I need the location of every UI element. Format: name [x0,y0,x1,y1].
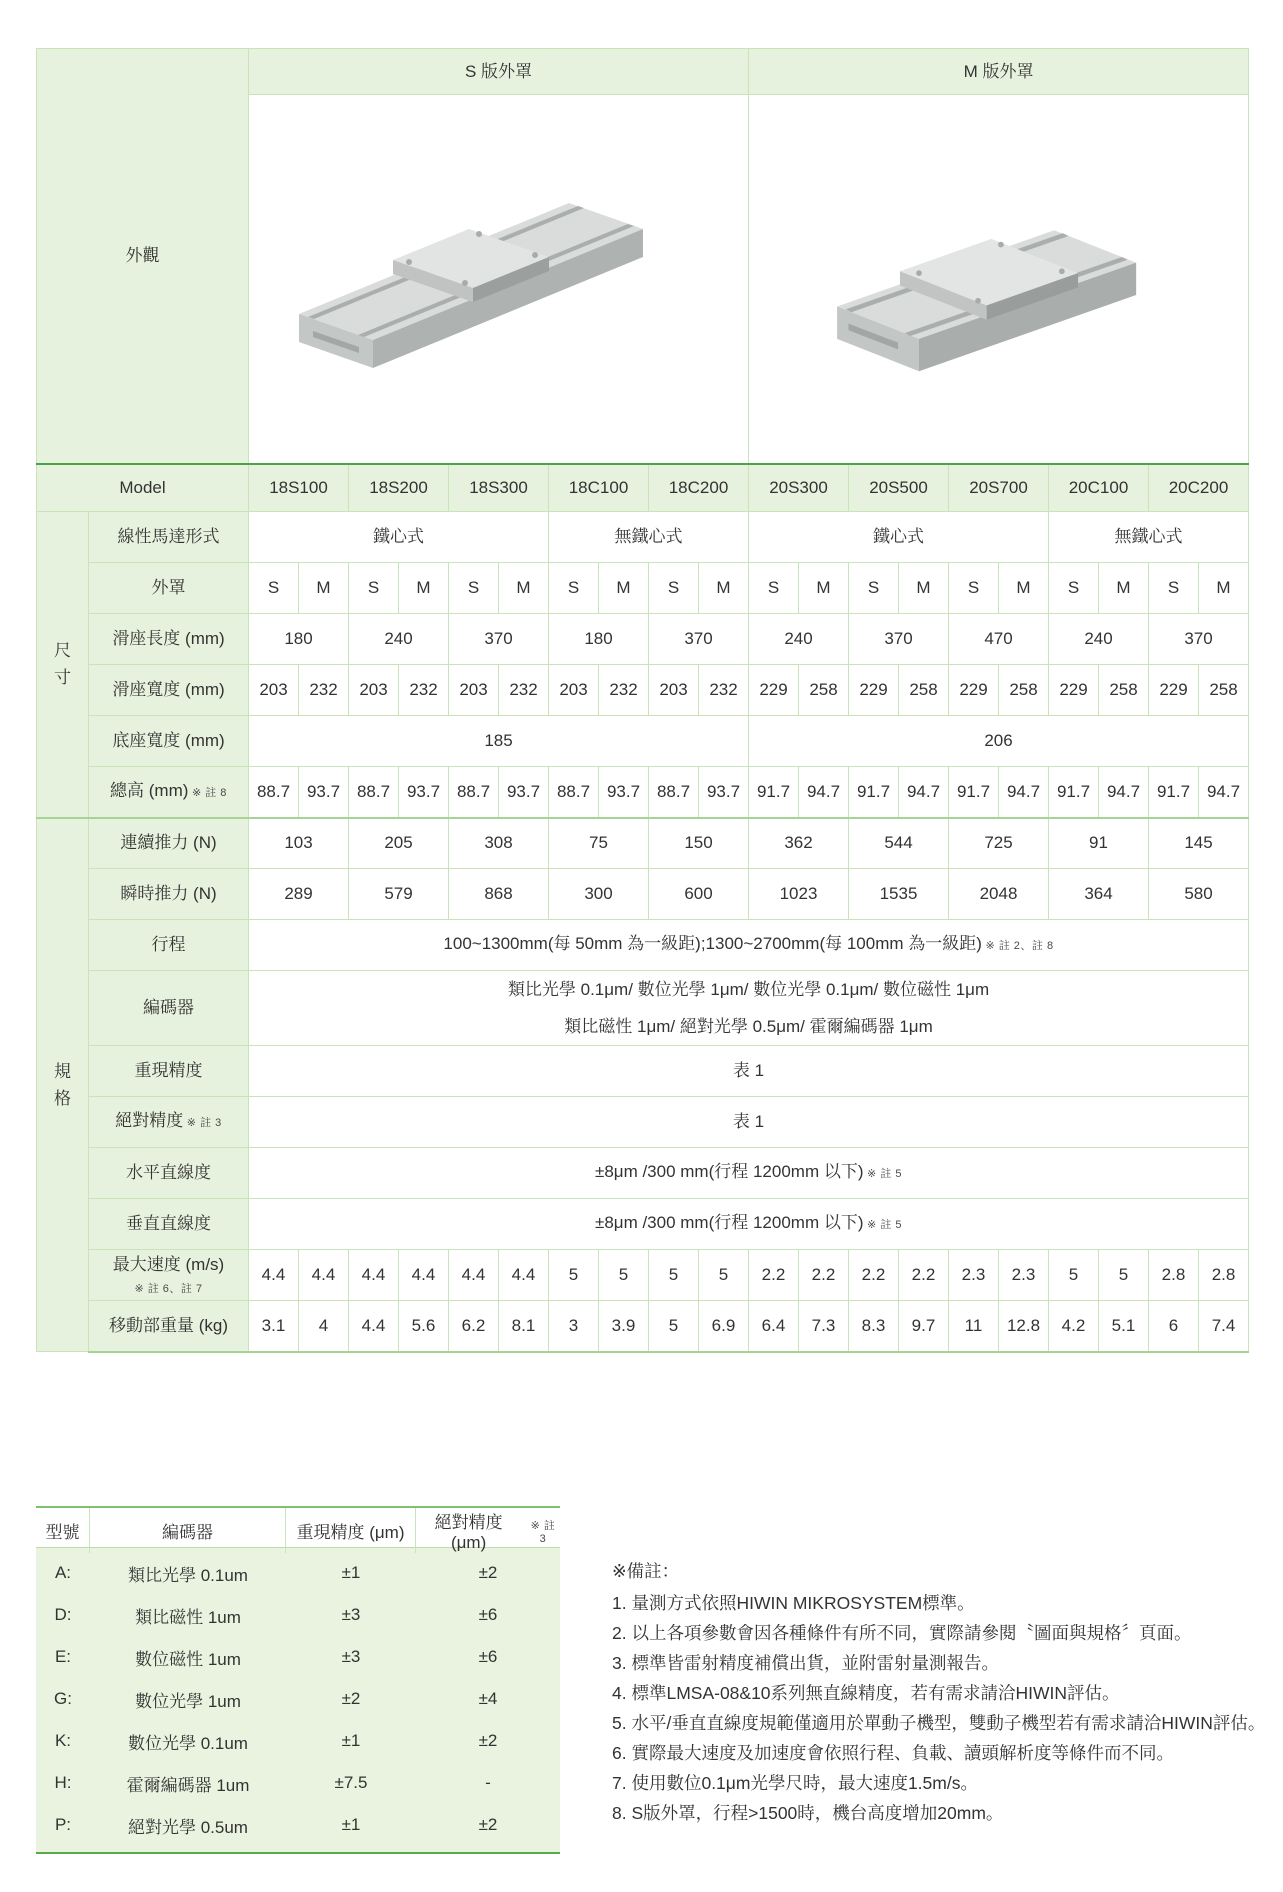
spec-value-cell: 150 [649,818,749,869]
spec-row-label: 垂直直線度 [89,1199,249,1250]
note-item: 3. 標準皆雷射精度補償出貨，並附雷射量測報告。 [612,1653,999,1673]
spec-value-cell: 鐵心式 [749,512,1049,563]
encoder-row [36,1552,560,1594]
spec-row-label: 線性馬達形式 [89,512,249,563]
spec-value-cell: 232 [399,665,449,716]
note-item: 6. 實際最大速度及加速度會依照行程、負載、讀頭解析度等條件而不同。 [612,1743,1174,1763]
spec-value-cell: 103 [249,818,349,869]
spec-row [37,563,1249,614]
product-image-s-cell [249,95,749,464]
encoder-header-note: ※ 註 3 [530,1519,556,1545]
spec-value-cell: 205 [349,818,449,869]
encoder-cell-abs: ±4 [478,1689,498,1708]
spec-value-cell: 232 [599,665,649,716]
model-cell: 20S300 [749,464,849,512]
spec-value-cell: 8.3 [849,1301,899,1352]
spec-value-cell: 6.4 [749,1301,799,1352]
encoder-cell-rep: ±3 [341,1605,361,1624]
spec-value-cell: 9.7 [899,1301,949,1352]
model-cell: 18S300 [449,464,549,512]
encoder-cell-rep: ±3 [341,1647,361,1666]
spec-row [37,1046,1249,1097]
spec-table [36,48,1249,1353]
encoder-cell-abs: ±6 [478,1605,498,1624]
encoder-cell-enc: 類比磁性 1um [135,1607,241,1627]
footnote-ref: ※ 註 8 [188,786,227,799]
spec-value-cell: 258 [1199,665,1249,716]
spec-value-cell: 5.1 [1099,1301,1149,1352]
encoder-cell-abs: ±6 [478,1647,498,1666]
spec-value-cell: 180 [249,614,349,665]
spec-row-label: 絕對精度 ※ 註 3 [89,1097,249,1148]
spec-row [37,512,1249,563]
encoder-row [36,1594,560,1636]
spec-value-cell: 91.7 [749,767,799,818]
spec-value-cell: M [299,563,349,614]
model-cell: 18C100 [549,464,649,512]
encoder-header-encoder: 編碼器 [90,1508,286,1553]
spec-value-cell: 258 [799,665,849,716]
model-row [37,464,1249,512]
spec-value-cell: 2.2 [849,1250,899,1301]
footnote-ref: ※ 註 5 [863,1219,903,1231]
encoder-option-line: 類比磁性 1μm/ 絕對光學 0.5μm/ 霍爾編碼器 1μm [564,1017,933,1036]
cover-header-row [37,49,1249,95]
spec-value-cell: S [749,563,799,614]
spec-value-cell: 2.2 [749,1250,799,1301]
spec-value-cell: 289 [249,869,349,920]
section-label-dim: 尺寸 [37,512,89,818]
note-item: 2. 以上各項參數會因各種條件有所不同，實際請參閱〝圖面與規格〞頁面。 [612,1623,1192,1643]
model-cell: 20S500 [849,464,949,512]
spec-value-cell: 2.3 [999,1250,1049,1301]
spec-value-cell: 1535 [849,869,949,920]
spec-row [37,665,1249,716]
spec-row-label: 最大速度 (m/s) ※ 註 6、註 7 [89,1250,249,1301]
spec-value-cell: 無鐵心式 [1049,512,1249,563]
footnote-ref: ※ 註 6、註 7 [134,1283,203,1295]
spec-value-cell: 3 [549,1301,599,1352]
spec-value-cell: 93.7 [499,767,549,818]
spec-value-cell: 6.2 [449,1301,499,1352]
spec-value-cell: M [699,563,749,614]
m-cover-header: M 版外罩 [749,49,1249,95]
spec-value-cell: M [499,563,549,614]
spec-value-cell: 91.7 [1149,767,1199,818]
model-cell: 20S700 [949,464,1049,512]
encoder-table-header [36,1506,560,1552]
spec-value-cell: 4.4 [299,1250,349,1301]
spec-value-cell: 93.7 [399,767,449,818]
spec-value-cell: 868 [449,869,549,920]
spec-row [37,1250,1249,1301]
spec-row-label: 行程 [89,920,249,971]
spec-value-cell: 2048 [949,869,1049,920]
spec-row-label: 編碼器 [89,971,249,1046]
spec-value-cell: 370 [649,614,749,665]
model-cell: 18C200 [649,464,749,512]
model-cell: 18S200 [349,464,449,512]
spec-value-cell: 88.7 [349,767,399,818]
spec-row-label: 重現精度 [89,1046,249,1097]
encoder-table-body [36,1548,560,1854]
spec-value-cell: 88.7 [449,767,499,818]
spec-value-cell: S [549,563,599,614]
spec-value-cell: 88.7 [549,767,599,818]
spec-value-cell: 93.7 [299,767,349,818]
spec-value-cell: 12.8 [999,1301,1049,1352]
spec-value-cell: 364 [1049,869,1149,920]
spec-value-cell: 203 [249,665,299,716]
spec-value-cell: 203 [549,665,599,716]
spec-value-cell: M [899,563,949,614]
spec-value-cell: 8.1 [499,1301,549,1352]
spec-value-cell: 203 [649,665,699,716]
note-item: 4. 標準LMSA-08&10系列無直線精度，若有需求請洽HIWIN評估。 [612,1683,1120,1703]
spec-value-cell: 4.4 [399,1250,449,1301]
spec-value-cell: 203 [449,665,499,716]
spec-value-cell: 308 [449,818,549,869]
spec-value-cell: 94.7 [899,767,949,818]
notes-section [612,1556,1267,1828]
encoder-row [36,1804,560,1846]
spec-value-cell: 93.7 [599,767,649,818]
note-item: 5. 水平/垂直直線度規範僅適用於單動子機型，雙動子機型若有需求請洽HIWIN評估。 [612,1713,1266,1733]
encoder-cell-enc: 數位磁性 1um [135,1649,241,1669]
encoder-cell-enc: 霍爾編碼器 1um [126,1775,250,1795]
spec-value-cell: 362 [749,818,849,869]
spec-value-cell: 2.3 [949,1250,999,1301]
spec-value-cell: 2.8 [1199,1250,1249,1301]
main-table-body [37,49,1249,1352]
spec-value-cell: 91.7 [1049,767,1099,818]
spec-value-cell: 91.7 [849,767,899,818]
spec-value-cell: 240 [349,614,449,665]
spec-value-cell: 229 [1149,665,1199,716]
encoder-header-absolute: 絕對精度 (μm) ※ 註 3 [416,1508,560,1553]
spec-value-cell: S [449,563,499,614]
model-cell: 20C100 [1049,464,1149,512]
spec-value-cell: 240 [1049,614,1149,665]
spec-value-cell: 5 [1099,1250,1149,1301]
encoder-cell-rep: ±1 [341,1563,361,1582]
spec-value-cell: 370 [849,614,949,665]
spec-row [37,818,1249,869]
spec-value-cell: 229 [1049,665,1099,716]
model-label: Model [37,464,249,512]
spec-row [37,1301,1249,1352]
spec-value-cell: M [1199,563,1249,614]
spec-row [37,716,1249,767]
spec-value-cell: S [249,563,299,614]
encoder-cell-enc: 類比光學 0.1um [128,1565,248,1585]
encoder-cell-code: P: [54,1815,72,1834]
spec-row-label: 外罩 [89,563,249,614]
encoder-cell-rep: ±2 [341,1689,361,1708]
spec-value-cell: 7.4 [1199,1301,1249,1352]
spec-value-cell: 7.3 [799,1301,849,1352]
spec-value-cell: 229 [749,665,799,716]
encoder-cell-rep: ±1 [341,1731,361,1750]
spec-value-cell: 229 [849,665,899,716]
spec-row [37,869,1249,920]
spec-value-cell [249,971,1249,1046]
product-image-m-cell [749,95,1249,464]
encoder-cell-rep: ±7.5 [334,1773,368,1792]
spec-row-label: 滑座長度 (mm) [89,614,249,665]
spec-value-cell: 93.7 [699,767,749,818]
spec-value-cell: 鐵心式 [249,512,549,563]
spec-value-cell: M [399,563,449,614]
spec-value-cell: 232 [299,665,349,716]
spec-value-cell: 94.7 [799,767,849,818]
spec-value-cell: 370 [449,614,549,665]
spec-value-cell: 2.8 [1149,1250,1199,1301]
encoder-row [36,1720,560,1762]
spec-value-cell: S [949,563,999,614]
spec-value-cell: 11 [949,1301,999,1352]
spec-value-cell: ±8μm /300 mm(行程 1200mm 以下) ※ 註 5 [249,1148,1249,1199]
model-cell: 20C200 [1149,464,1249,512]
spec-value-cell: 100~1300mm(每 50mm 為一級距);1300~2700mm(每 100mm 為一級距) ※ 註 2、註 8 [249,920,1249,971]
model-cell: 18S100 [249,464,349,512]
encoder-cell-code: K: [54,1731,72,1750]
encoder-row [36,1678,560,1720]
product-image-s [269,151,729,401]
spec-value-cell: 370 [1149,614,1249,665]
spec-row-label: 移動部重量 (kg) [89,1301,249,1352]
spec-value-cell: M [999,563,1049,614]
encoder-cell-code: E: [54,1647,72,1666]
spec-value-cell: 4 [299,1301,349,1352]
spec-value-cell: 5 [649,1250,699,1301]
section-label-spec: 規格 [37,818,89,1352]
spec-value-cell: 544 [849,818,949,869]
spec-row [37,1097,1249,1148]
spec-value-cell: 300 [549,869,649,920]
spec-value-cell: 表 1 [249,1046,1249,1097]
spec-value-cell: M [799,563,849,614]
spec-row [37,1148,1249,1199]
spec-value-cell: M [1099,563,1149,614]
spec-value-cell: 5 [649,1301,699,1352]
s-cover-header: S 版外罩 [249,49,749,95]
spec-value-cell: 91.7 [949,767,999,818]
spec-value-cell: 75 [549,818,649,869]
spec-row-label: 瞬時推力 (N) [89,869,249,920]
encoder-cell-abs: ±2 [478,1815,498,1834]
spec-value-cell: 145 [1149,818,1249,869]
spec-value-cell: 4.2 [1049,1301,1099,1352]
encoder-row [36,1762,560,1804]
spec-value-cell: 579 [349,869,449,920]
spec-value-cell: 258 [899,665,949,716]
spec-value-cell: 5.6 [399,1301,449,1352]
spec-value-cell: 6.9 [699,1301,749,1352]
notes-list [612,1588,1267,1828]
spec-row [37,920,1249,971]
spec-value-cell: 6 [1149,1301,1199,1352]
spec-value-cell: 94.7 [999,767,1049,818]
spec-value-cell: 206 [749,716,1249,767]
spec-value-cell: 3.1 [249,1301,299,1352]
note-item: 1. 量測方式依照HIWIN MIKROSYSTEM標準。 [612,1593,975,1613]
encoder-header-code: 型號 [36,1508,90,1553]
spec-value-cell: 88.7 [249,767,299,818]
note-item: 7. 使用數位0.1μm光學尺時，最大速度1.5m/s。 [612,1773,978,1793]
encoder-cell-code: D: [54,1605,72,1624]
spec-value-cell: 180 [549,614,649,665]
spec-value-cell: 4.4 [349,1301,399,1352]
spec-value-cell: 203 [349,665,399,716]
footnote-ref: ※ 註 3 [183,1117,222,1129]
spec-row-label: 底座寬度 (mm) [89,716,249,767]
spec-value-cell: 94.7 [1199,767,1249,818]
product-image-m [799,156,1199,396]
spec-value-cell: S [349,563,399,614]
spec-value-cell: 470 [949,614,1049,665]
spec-value-cell: 88.7 [649,767,699,818]
spec-value-cell: S [1049,563,1099,614]
spec-value-cell: 94.7 [1099,767,1149,818]
spec-value-cell: 232 [699,665,749,716]
encoder-cell-code: H: [54,1773,72,1792]
spec-value-cell: S [849,563,899,614]
spec-value-cell: 5 [1049,1250,1099,1301]
encoder-option-line: 類比光學 0.1μm/ 數位光學 1μm/ 數位光學 0.1μm/ 數位磁性 1μm [507,980,990,999]
encoder-header-repeatability: 重現精度 (μm) [286,1508,416,1553]
encoder-cell-code: G: [54,1689,72,1708]
encoder-cell-abs: ±2 [478,1563,498,1582]
spec-value-cell: 258 [1099,665,1149,716]
appearance-label: 外觀 [37,49,249,464]
encoder-cell-enc: 絕對光學 0.5um [128,1817,248,1837]
spec-value-cell: 2.2 [899,1250,949,1301]
spec-row-label: 滑座寬度 (mm) [89,665,249,716]
spec-row [37,767,1249,818]
spec-value-cell: 232 [499,665,549,716]
spec-row [37,1199,1249,1250]
encoder-cell-enc: 數位光學 1um [135,1691,241,1711]
spec-value-cell: 無鐵心式 [549,512,749,563]
spec-value-cell: 580 [1149,869,1249,920]
spec-row [37,971,1249,1046]
spec-row [37,614,1249,665]
footnote-ref: ※ 註 5 [863,1168,903,1180]
spec-value-cell: ±8μm /300 mm(行程 1200mm 以下) ※ 註 5 [249,1199,1249,1250]
spec-value-cell: 4.4 [249,1250,299,1301]
spec-value-cell: 185 [249,716,749,767]
spec-value-cell: M [599,563,649,614]
spec-value-cell: 229 [949,665,999,716]
spec-row-label: 水平直線度 [89,1148,249,1199]
spec-value-cell: 2.2 [799,1250,849,1301]
spec-value-cell: 600 [649,869,749,920]
spec-value-cell: 4.4 [449,1250,499,1301]
spec-value-cell: 3.9 [599,1301,649,1352]
encoder-table [36,1506,560,1854]
spec-value-cell: 表 1 [249,1097,1249,1148]
spec-value-cell: 5 [699,1250,749,1301]
note-item: 8. S版外罩，行程>1500時，機台高度增加20mm。 [612,1803,1004,1823]
spec-value-cell: S [1149,563,1199,614]
encoder-cell-rep: ±1 [341,1815,361,1834]
spec-value-cell: 91 [1049,818,1149,869]
spec-value-cell: 725 [949,818,1049,869]
spec-row-label: 總高 (mm) ※ 註 8 [89,767,249,818]
spec-value-cell: 5 [599,1250,649,1301]
spec-value-cell: 1023 [749,869,849,920]
spec-value-cell: 5 [549,1250,599,1301]
encoder-cell-enc: 數位光學 0.1um [128,1733,248,1753]
encoder-cell-abs: ±2 [478,1731,498,1750]
notes-title: ※備註： [612,1561,680,1581]
spec-value-cell: 4.4 [499,1250,549,1301]
spec-value-cell: S [649,563,699,614]
footnote-ref: ※ 註 2、註 8 [981,940,1054,952]
spec-row-label: 連續推力 (N) [89,818,249,869]
spec-value-cell: 258 [999,665,1049,716]
spec-value-cell: 240 [749,614,849,665]
encoder-cell-code: A: [54,1563,72,1582]
spec-value-cell: 4.4 [349,1250,399,1301]
encoder-cell-abs: - [485,1773,491,1792]
encoder-row [36,1636,560,1678]
